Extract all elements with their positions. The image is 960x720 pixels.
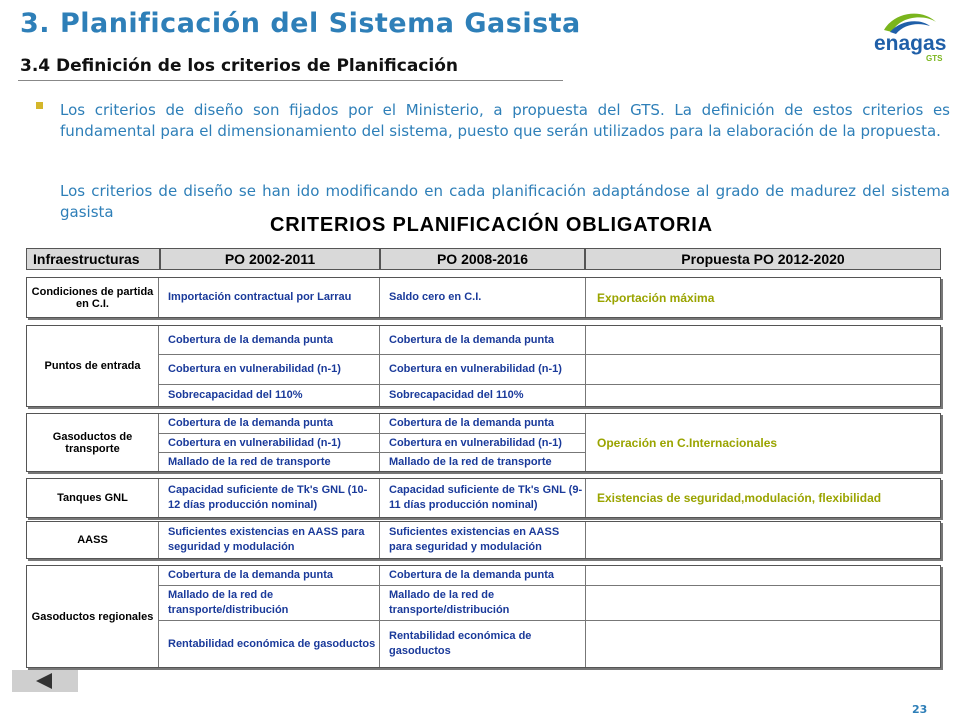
group-gasoductos-regionales bbox=[26, 565, 941, 668]
cell-po2008: Cobertura en vulnerabilidad (n-1) bbox=[389, 436, 562, 449]
cell-propuesta bbox=[585, 522, 940, 558]
cell-propuesta bbox=[585, 326, 940, 406]
cell-po2008: Saldo cero en C.I. bbox=[389, 291, 482, 303]
group-aass bbox=[26, 521, 941, 559]
cell-propuesta: Exportación máxima bbox=[597, 290, 715, 305]
cell-po2002: Mallado de la red de transporte/distribución bbox=[168, 589, 289, 616]
left-arrow-icon bbox=[34, 673, 56, 689]
header-infraestructuras: Infraestructuras bbox=[26, 248, 160, 270]
page-title: 3. Planificación del Sistema Gasista bbox=[20, 8, 581, 39]
logo-icon bbox=[870, 8, 950, 68]
row-label-tanques-gnl: Tanques GNL bbox=[57, 492, 128, 504]
page-number: 23 bbox=[912, 703, 928, 716]
cell-po2008: Cobertura en vulnerabilidad (n-1) bbox=[389, 363, 562, 375]
cell-po2008: Sobrecapacidad del 110% bbox=[389, 389, 524, 401]
row-label-puntos-entrada: Puntos de entrada bbox=[44, 360, 141, 372]
cell-propuesta bbox=[585, 566, 940, 667]
group-gasoductos-transporte bbox=[26, 413, 941, 472]
back-button[interactable] bbox=[12, 670, 78, 692]
cell-po2002: Capacidad suficiente de Tk's GNL (10-12 días producción nominal) bbox=[168, 484, 368, 511]
cell-po2002: Cobertura de la demanda punta bbox=[168, 333, 334, 346]
logo-subtext: GTS bbox=[926, 54, 943, 63]
row-label-condiciones: Condiciones de partida en C.I. bbox=[31, 285, 154, 310]
cell-po2008: Cobertura de la demanda punta bbox=[389, 417, 555, 429]
group-puntos-entrada bbox=[26, 325, 941, 407]
enagas-logo bbox=[870, 8, 950, 68]
cell-po2002: Rentabilidad económica de gasoductos bbox=[168, 637, 376, 650]
page-subtitle: 3.4 Definición de los criterios de Planificación bbox=[20, 56, 458, 76]
bullet-icon bbox=[36, 102, 43, 109]
cell-po2002: Mallado de la red de transporte bbox=[168, 455, 331, 468]
paragraph-1: Los criterios de diseño son fijados por el Ministerio, a propuesta del GTS. La definición de estos criterios es fundamental para el dimensionamiento del sistema, puesto que serán utilizados para la elaboración de la propuesta. bbox=[60, 101, 950, 140]
cell-po2002: Sobrecapacidad del 110% bbox=[168, 389, 303, 401]
cell-po2008: Cobertura de la demanda punta bbox=[389, 333, 555, 346]
cell-po2008: Mallado de la red de transporte bbox=[389, 455, 552, 468]
row-label-gasoductos-regionales: Gasoductos regionales bbox=[31, 610, 154, 623]
cell-po2008: Mallado de la red de transporte/distribución bbox=[389, 589, 510, 616]
cell-po2008: Cobertura de la demanda punta bbox=[389, 569, 555, 581]
row-label-aass: AASS bbox=[77, 534, 108, 546]
group-tanques-gnl bbox=[26, 478, 941, 518]
header-po-2002: PO 2002-2011 bbox=[160, 248, 380, 270]
subtitle-underline bbox=[18, 80, 563, 81]
cell-po2002: Cobertura de la demanda punta bbox=[168, 569, 334, 581]
cell-po2002: Cobertura en vulnerabilidad (n-1) bbox=[168, 436, 341, 449]
cell-po2008: Capacidad suficiente de Tk's GNL (9-11 días producción nominal) bbox=[389, 484, 583, 511]
logo-wordmark: enagas bbox=[874, 32, 947, 55]
header-propuesta: Propuesta PO 2012-2020 bbox=[585, 248, 941, 270]
group-condiciones bbox=[26, 277, 941, 318]
cell-po2002: Cobertura de la demanda punta bbox=[168, 417, 334, 429]
header-po-2008: PO 2008-2016 bbox=[380, 248, 585, 270]
cell-po2002: Importación contractual por Larrau bbox=[168, 291, 352, 303]
cell-po2002: Cobertura en vulnerabilidad (n-1) bbox=[168, 363, 341, 375]
table-title: CRITERIOS PLANIFICACIÓN OBLIGATORIA bbox=[270, 214, 713, 236]
cell-po2002: Suficientes existencias en AASS para seguridad y modulación bbox=[168, 526, 365, 553]
cell-propuesta: Operación en C.Internacionales bbox=[597, 435, 778, 450]
cell-po2008: Suficientes existencias en AASS para seguridad y modulación bbox=[389, 526, 560, 553]
row-label-gasoductos-transporte: Gasoductos de transporte bbox=[52, 430, 133, 455]
cell-propuesta: Existencias de seguridad,modulación, flexibilidad bbox=[597, 491, 882, 505]
paragraph-2: Los criterios de diseño se han ido modificando en cada planificación adaptándose al grado de madurez del sistema gasista bbox=[60, 182, 950, 221]
cell-po2008: Rentabilidad económica de gasoductos bbox=[389, 630, 532, 657]
